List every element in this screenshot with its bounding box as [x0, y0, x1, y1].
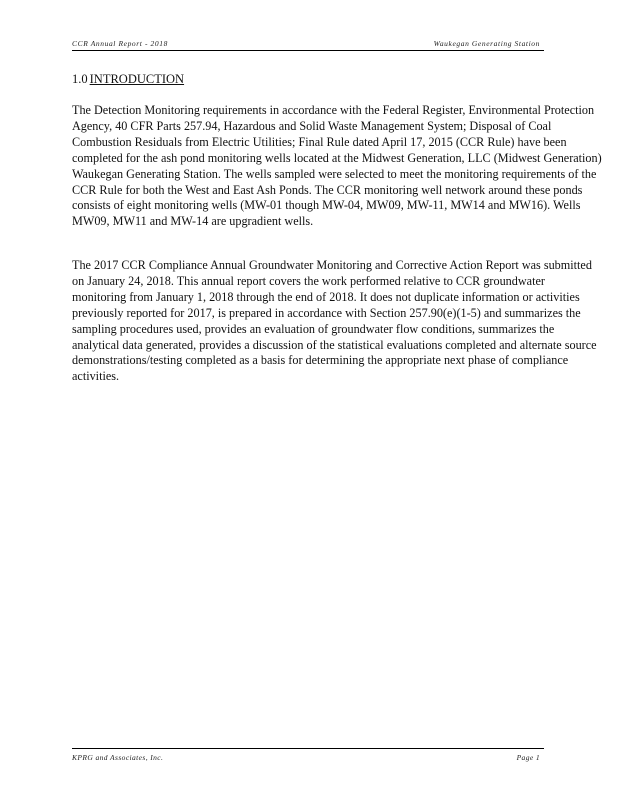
- body-paragraph: The Detection Monitoring requirements in accordance with the Federal Register, Environmental Protection Agency, 40 CFR Parts 257.94, Hazardous and Solid Waste Management System; Disposal of Coal Combustion Residuals from Electric Utilities; Final Rule dated April 17, 2015 (CCR Rule) have been completed for the ash pond monitoring wells located at the Midwest Generation, LLC (Midwest Generation) Waukegan Generating Station. The wells sampled were selected to meet the monitoring requirements of the CCR Rule for both the West and East Ash Ponds. The CCR monitoring well network around these ponds consists of eight monitoring wells (MW-01 though MW-04, MW09, MW-11, MW14 and MW16). Wells MW09, MW11 and MW-14 are upgradient wells.: [72, 103, 602, 229]
- page-header: [72, 37, 544, 51]
- section-number: 1.0: [72, 72, 88, 86]
- page-footer: [72, 748, 544, 762]
- section-title: INTRODUCTION: [89, 72, 185, 86]
- header-report-title: CCR Annual Report - 2018: [72, 39, 168, 48]
- header-station-name: Waukegan Generating Station: [433, 39, 540, 48]
- section-heading: [72, 72, 184, 87]
- footer-company: KPRG and Associates, Inc.: [72, 753, 164, 762]
- footer-page-number: Page 1: [516, 753, 540, 762]
- body-paragraph: The 2017 CCR Compliance Annual Groundwater Monitoring and Corrective Action Report was submitted on January 24, 2018. This annual report covers the work performed relative to CCR groundwater monitoring from January 1, 2018 through the end of 2018. It does not duplicate information or activities previously reported for 2017, is prepared in accordance with Section 257.90(e)(1-5) and summarizes the sampling procedures used, provides an evaluation of groundwater flow conditions, summarizes the analytical data generated, provides a discussion of the statistical evaluations completed and alternate source demonstrations/testing completed as a basis for determining the appropriate next phase of compliance activities.: [72, 258, 597, 384]
